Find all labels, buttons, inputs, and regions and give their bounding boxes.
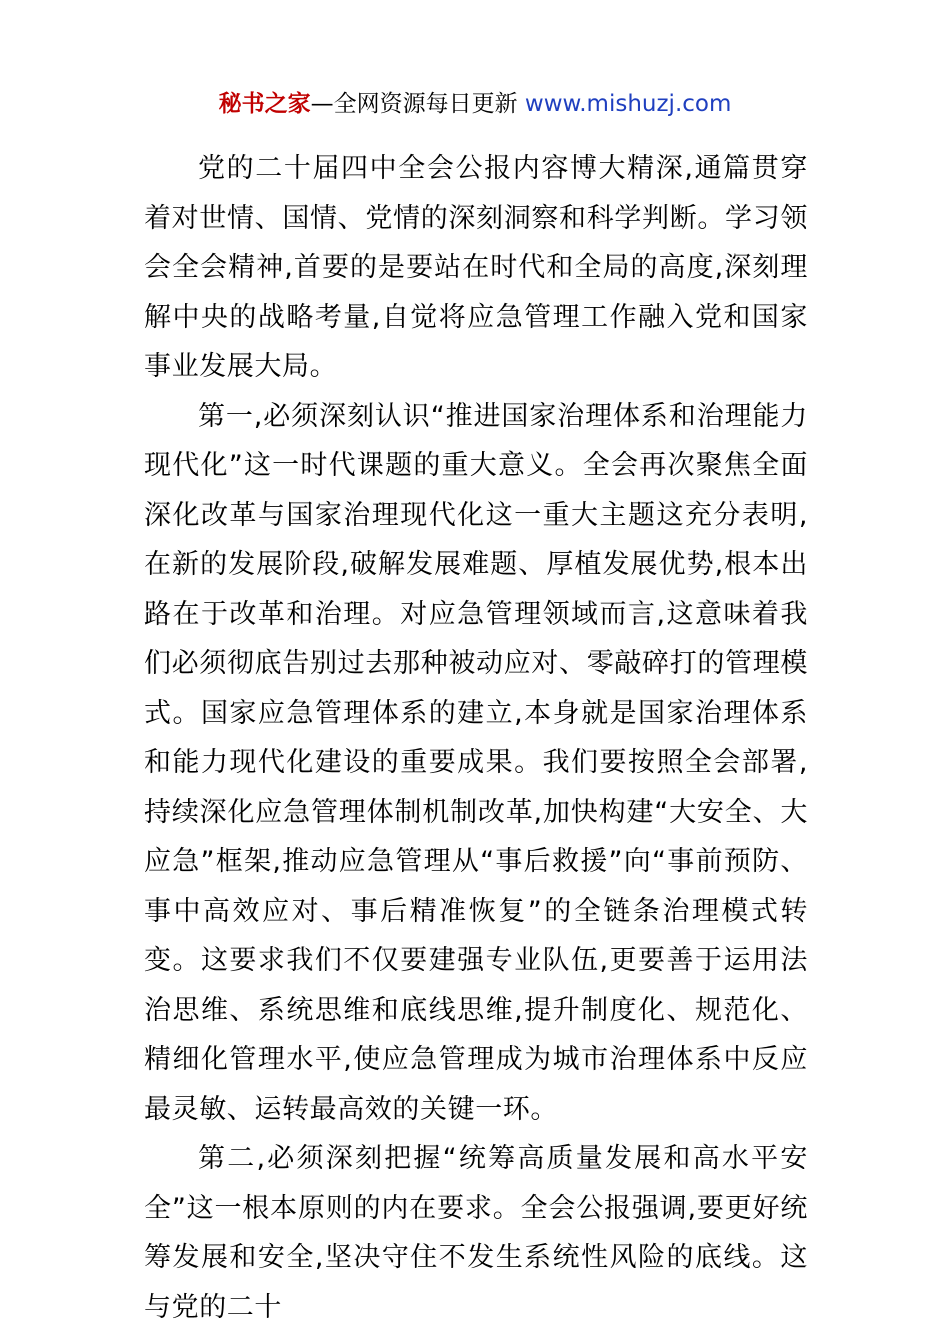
- header-tagline: —全网资源每日更新: [310, 91, 525, 117]
- document-body: [144, 144, 808, 1332]
- page-header: [0, 86, 950, 122]
- paragraph-first-point: 第一,必须深刻认识“推进国家治理体系和治理能力现代化”这一时代课题的重大意义。全会再次聚焦全面深化改革与国家治理现代化这一重大主题这充分表明,在新的发展阶段,破解发展难题、厚植发展优势,根本出路在于改革和治理。对应急管理领域而言,这意味着我们必须彻底告别过去那种被动应对、零敲碎打的管理模式。国家应急管理体系的建立,本身就是国家治理体系和能力现代化建设的重要成果。我们要按照全会部署,持续深化应急管理体制机制改革,加快构建“大安全、大应急”框架,推动应急管理从“事后救援”向“事前预防、事中高效应对、事后精准恢复”的全链条治理模式转变。这要求我们不仅要建强专业队伍,更要善于运用法治思维、系统思维和底线思维,提升制度化、规范化、精细化管理水平,使应急管理成为城市治理体系中反应最灵敏、运转最高效的关键一环。: [144, 400, 808, 1125]
- paragraph-intro: 党的二十届四中全会公报内容博大精深,通篇贯穿着对世情、国情、党情的深刻洞察和科学判断。学习领会全会精神,首要的是要站在时代和全局的高度,深刻理解中央的战略考量,自觉将应急管理工作融入党和国家事业发展大局。: [144, 153, 808, 382]
- brand-name: 秘书之家: [218, 91, 311, 117]
- site-url[interactable]: www.mishuzj.com: [524, 91, 732, 117]
- paragraph-second-point: 第二,必须深刻把握“统筹高质量发展和高水平安全”这一根本原则的内在要求。全会公报强调,要更好统筹发展和安全,坚决守住不发生系统性风险的底线。这与党的二十: [144, 1143, 808, 1323]
